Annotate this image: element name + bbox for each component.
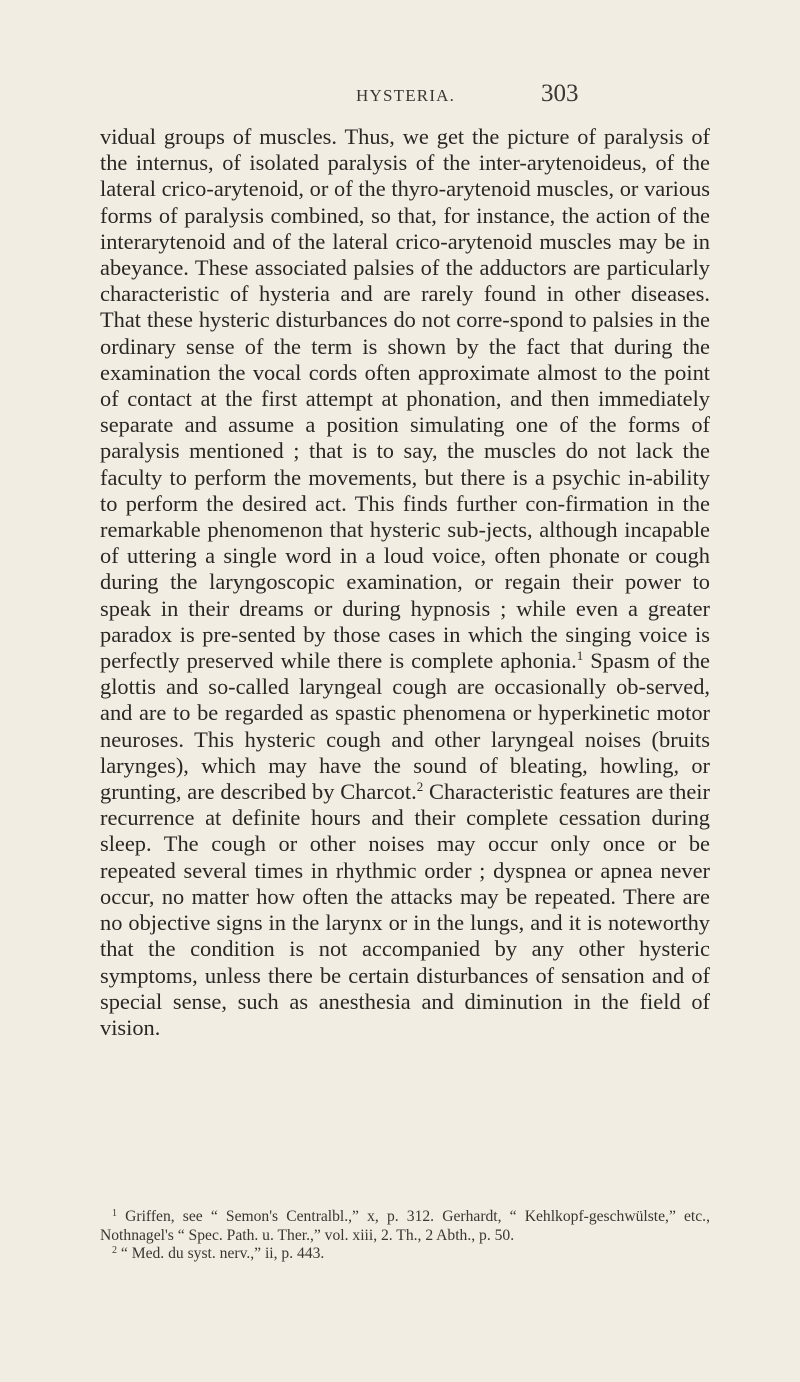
body-paragraph [100,124,710,1041]
footnote-reference-1: 1 [576,648,584,664]
footnotes [100,1208,710,1264]
body-text-part-1: vidual groups of muscles. Thus, we get the picture of paralysis of the internus, of isolated paralysis of the inter-arytenoideus, of the lateral crico-arytenoid, or of the thyro-arytenoid muscles, or various forms of paralysis combined, so that, for instance, the action of the interarytenoid and of the lateral crico-arytenoid muscles may be in abeyance. These associated palsies of the adductors are particularly characteristic of hysteria and are rarely found in other diseases. That these hysteric disturbances do not corre-spond to palsies in the ordinary sense of the term is shown by the fact that during the examination the vocal cords often approximate almost to the point of contact at the first attempt at phonation, and then immediately separate and assume a position simulating one of the forms of paralysis mentioned ; that is to say, the muscles do not lack the faculty to perform the movements, but there is a psychic in-ability to perform the desired act. This finds further con-firmation in the remarkable phenomenon that hysteric sub-jects, although incapable of uttering a single word in a loud voice, often phonate or cough during the laryngoscopic examination, or regain their power to speak in their dreams or during hypnosis ; while even a greater paradox is pre-sented by those cases in which the singing voice is perfectly preserved while there is complete aphonia. [100,124,710,674]
footnote-reference-2: 2 [416,779,424,795]
page-number: 303 [541,80,579,107]
footnote-1 [100,1208,710,1245]
running-head [0,80,800,112]
running-title: HYSTERIA. [356,86,456,105]
footnote-text: “ Med. du syst. nerv.,” ii, p. 443. [120,1245,325,1262]
footnote-mark: 2 [112,1245,117,1256]
footnote-2 [100,1245,710,1264]
body-text [100,124,710,1041]
body-text-part-3: Characteristic features are their recurrence at definite hours and their complete cessation during sleep. The cough or other noises may occur only once or be repeated several times in rhythmic order ; dyspnea or apnea never occur, no matter how often the attacks may be repeated. There are no objective signs in the larynx or in the lungs, and it is noteworthy that the condition is not accompanied by any other hysteric symptoms, unless there be certain disturbances of sensation and of special sense, such as anesthesia and diminution in the field of vision. [100,779,710,1040]
footnote-mark: 1 [112,1208,117,1219]
footnote-text: Griffen, see “ Semon's Centralbl.,” x, p. 312. Gerhardt, “ Kehlkopf-geschwülste,” etc., Nothnagel's “ Spec. Path. u. Ther.,” vol. xiii, 2. Th., 2 Abth., p. 50. [100,1208,710,1244]
body-text-part-2: Spasm of the glottis and so-called laryngeal cough are occasionally ob-served, and are to be regarded as spastic phenomena or hyperkinetic motor neuroses. This hysteric cough and other laryngeal noises (bruits larynges), which may have the sound of bleating, howling, or grunting, are described by Charcot. [100,648,710,805]
